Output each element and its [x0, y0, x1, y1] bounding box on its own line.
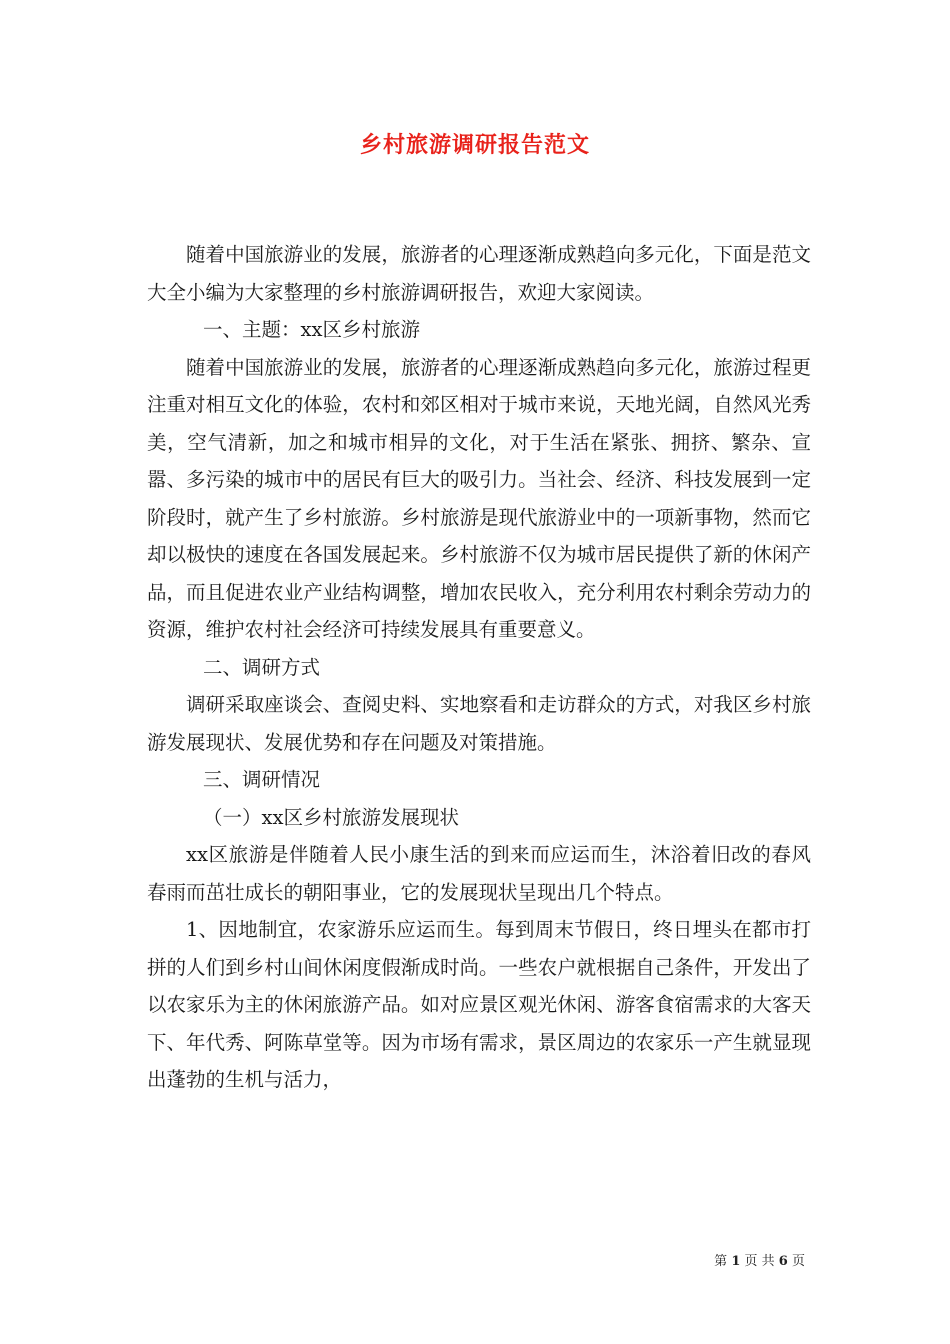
paragraph: 随着中国旅游业的发展，旅游者的心理逐渐成熟趋向多元化，旅游过程更注重对相互文化的体验，农村和郊区相对于城市来说，天地光阔，自然风光秀美，空气清新，加之和城市相异的文化，对于生活在紧张、拥挤、繁杂、宣嚣、多污染的城市中的居民有巨大的吸引力。当社会、经济、科技发展到一定阶段时，就产生了乡村旅游。乡村旅游是现代旅游业中的一项新事物，然而它却以极快的速度在各国发展起来。乡村旅游不仅为城市居民提供了新的休闲产品，而且促进农业产业结构调整，增加农民收入，充分利用农村剩余劳动力的资源，维护农村社会经济可持续发展具有重要意义。	[147, 355, 811, 641]
footer-prefix: 第	[714, 1254, 728, 1269]
footer-suffix: 页	[791, 1254, 805, 1269]
document-body	[147, 236, 811, 1099]
section-heading: 三、调研情况	[203, 768, 321, 791]
document-title: 乡村旅游调研报告范文	[359, 132, 590, 158]
footer-page-number: 1	[731, 1254, 741, 1269]
paragraph: xx区旅游是伴随着人民小康生活的到来而应运而生，沐浴着旧改的春风春雨而茁壮成长的朝阳事业，它的发展现状呈现出几个特点。	[147, 843, 811, 904]
paragraph: 1、因地制宜，农家游乐应运而生。每到周末节假日，终日埋头在都市打拼的人们到乡村山间休闲度假渐成时尚。一些农户就根据自己条件，开发出了以农家乐为主的休闲旅游产品。如对应景区观光休闲、游客食宿需求的大客天下、年代秀、阿陈草堂等。因为市场有需求，景区周边的农家乐一产生就显现出蓬勃的生机与活力，	[147, 918, 811, 1091]
paragraph: 调研采取座谈会、查阅史料、实地察看和走访群众的方式，对我区乡村旅游发展现状、发展优势和存在问题及对策措施。	[147, 693, 811, 754]
page-footer	[0, 1250, 950, 1269]
section-heading: 二、调研方式	[203, 655, 321, 679]
footer-total-pages: 6	[778, 1254, 788, 1269]
footer-middle: 页 共	[744, 1254, 775, 1269]
section-heading: （一）xx区乡村旅游发展现状	[203, 805, 459, 829]
section-heading: 一、主题：xx区乡村旅游	[203, 318, 420, 341]
paragraph: 随着中国旅游业的发展，旅游者的心理逐渐成熟趋向多元化，下面是范文大全小编为大家整理的乡村旅游调研报告，欢迎大家阅读。	[147, 243, 811, 304]
